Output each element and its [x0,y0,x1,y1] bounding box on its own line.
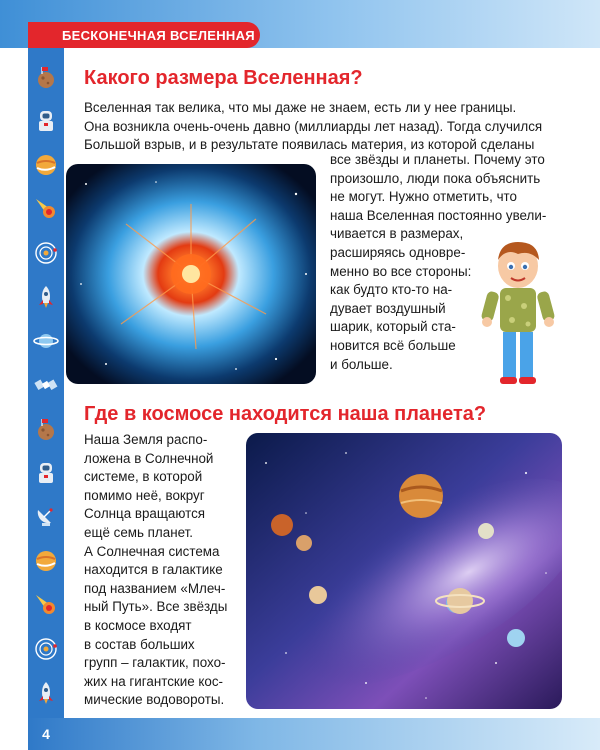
page-number: 4 [42,726,50,742]
comet-icon [33,592,59,618]
text-line: ложена в Солнечной [84,450,214,466]
section1-title: Какого размера Вселенная? [84,67,363,89]
text-line: не могут. Нужно отметить, что [330,189,517,205]
text-line: все звёзды и планеты. Почему это [330,152,545,167]
big-bang-image [66,164,316,384]
text-line: системе, в которой [84,469,203,485]
section2-text [84,431,227,710]
rocket-icon [33,680,59,706]
text-line: в состав больших [84,636,195,652]
text-line: помимо неё, вокруг [84,487,205,503]
comet-icon [33,196,59,222]
text-line: Большой взрыв, и в результате появилась материя, из которой сделаны [84,137,535,153]
text-line: Солнца вращаются [84,506,206,522]
planet-icon [33,152,59,178]
text-line: А Солнечная система [84,543,220,559]
text-line: под названием «Млеч- [84,580,226,596]
text-line: Вселенная так велика, что мы даже не знаем, есть ли у нее границы. [84,100,517,115]
section-title: БЕСКОНЕЧНАЯ ВСЕЛЕННАЯ [62,27,255,43]
text-line: групп – галактик, похо- [84,655,226,671]
text-line: менно во все стороны: [330,263,472,279]
orbit-icon [33,636,59,662]
text-line: чивается в размерах, [330,226,464,242]
text-line: ещё семь планет. [84,524,193,540]
astronaut-icon [33,108,59,134]
mars-flag-icon [33,64,59,90]
satellite-icon [33,372,59,398]
text-line: ный Путь». Все звёзды [84,599,228,615]
text-line: новится всё больше [330,337,456,353]
solar-system-image [246,433,562,709]
text-line: как будто кто-то на- [330,282,453,298]
mars-flag-icon [33,416,59,442]
text-line: наша Вселенная постоянно увели- [330,207,547,223]
text-line: расширяясь одновре- [330,244,466,260]
text-line: жих на гигантские кос- [84,673,224,689]
text-line: Она возникла очень-очень давно (миллиарды лет назад). Тогда случился [84,118,543,134]
text-line: шарик, который ста- [330,319,456,335]
section1-intro [84,99,542,155]
boy-illustration [478,236,558,386]
rocket-icon [33,284,59,310]
text-line: мические водовороты. [84,692,225,708]
text-line: Наша Земля распо- [84,432,208,447]
bottom-gradient-strip [28,718,600,750]
saturn-icon [33,328,59,354]
satellite-dish-icon [33,504,59,530]
planet-icon [33,548,59,574]
section2-title: Где в космосе находится наша планета? [84,403,487,425]
text-line: и больше. [330,356,393,372]
text-line: находится в галактике [84,562,223,578]
section-banner [28,22,260,48]
astronaut-icon [33,460,59,486]
text-line: произошло, люди пока объяснить [330,170,541,186]
orbit-icon [33,240,59,266]
text-line: в космосе входят [84,617,192,633]
text-line: дувает воздушный [330,300,446,316]
